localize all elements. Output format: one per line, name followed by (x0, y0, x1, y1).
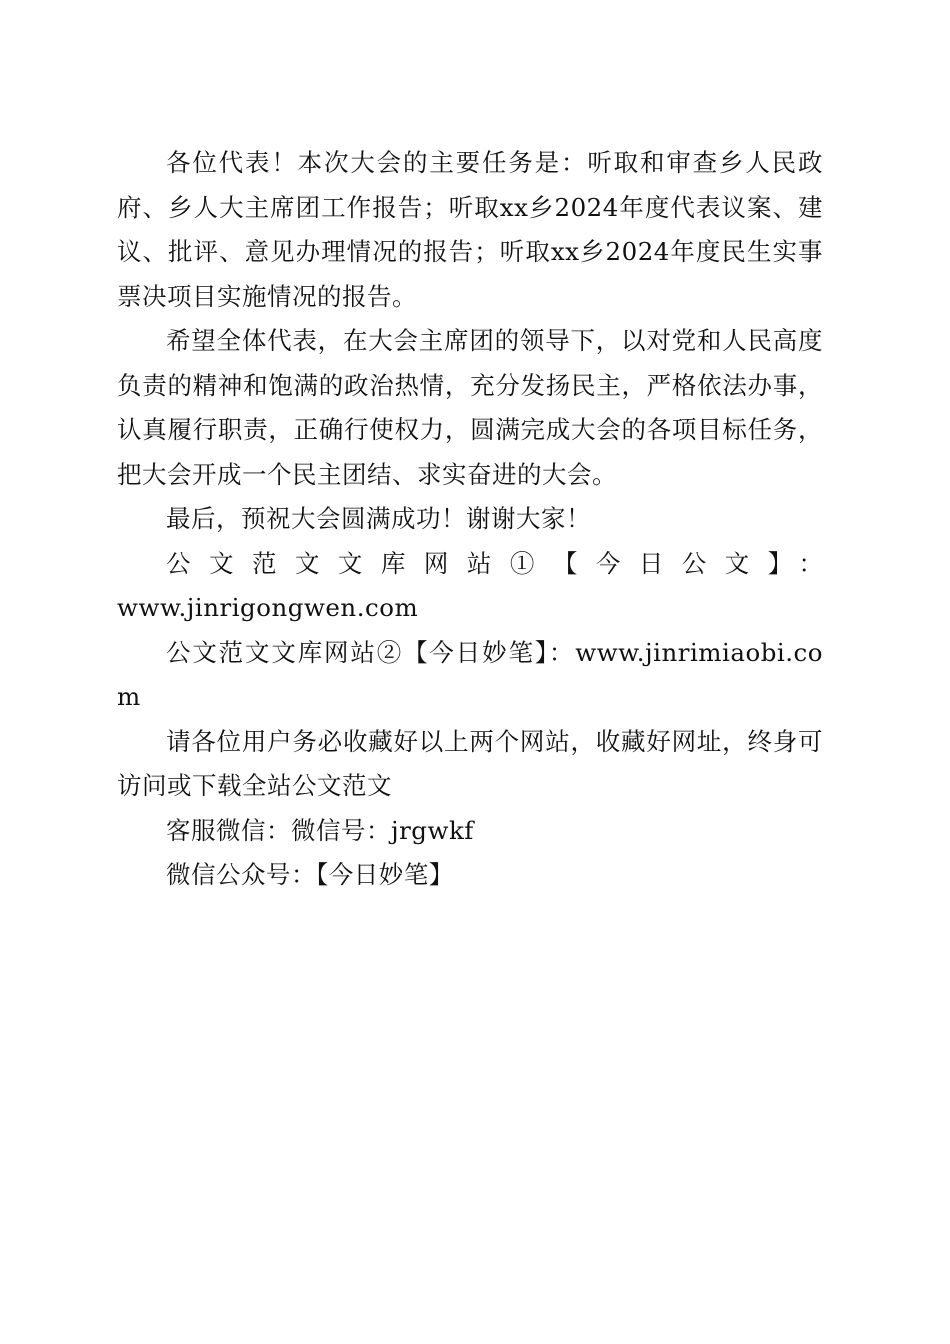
site2-line: 公文范文文库网站②【今日妙笔】：www.jinrimiaobi.com (117, 637, 823, 711)
official-account-line: 微信公众号：【今日妙笔】 (166, 860, 454, 889)
paragraph-closing: 最后，预祝大会圆满成功！谢谢大家！ (166, 504, 591, 533)
document-page (117, 141, 823, 898)
paragraph-main-tasks: 各位代表！本次大会的主要任务是：听取和审查乡人民政府、乡人大主席团工作报告；听取xx乡2024年度代表议案、建议、批评、意见办理情况的报告；听取xx乡2024年度民生实事票决项目实施情况的报告。 (117, 148, 823, 311)
site1-url: www.jinrigongwen.com (117, 593, 419, 622)
customer-service-line: 客服微信：微信号：jrgwkf (166, 815, 474, 845)
notice-paragraph: 请各位用户务必收藏好以上两个网站，收藏好网址，终身可访问或下载全站公文范文 (117, 726, 823, 800)
paragraph-hope: 希望全体代表，在大会主席团的领导下，以对党和人民高度负责的精神和饱满的政治热情，充分发扬民主，严格依法办事，认真履行职责，正确行使权力，圆满完成大会的各项目标任务，把大会开成一个民主团结、求实奋进的大会。 (117, 326, 823, 489)
site1-label: 公文范文文库网站①【今日公文】： (166, 548, 823, 578)
